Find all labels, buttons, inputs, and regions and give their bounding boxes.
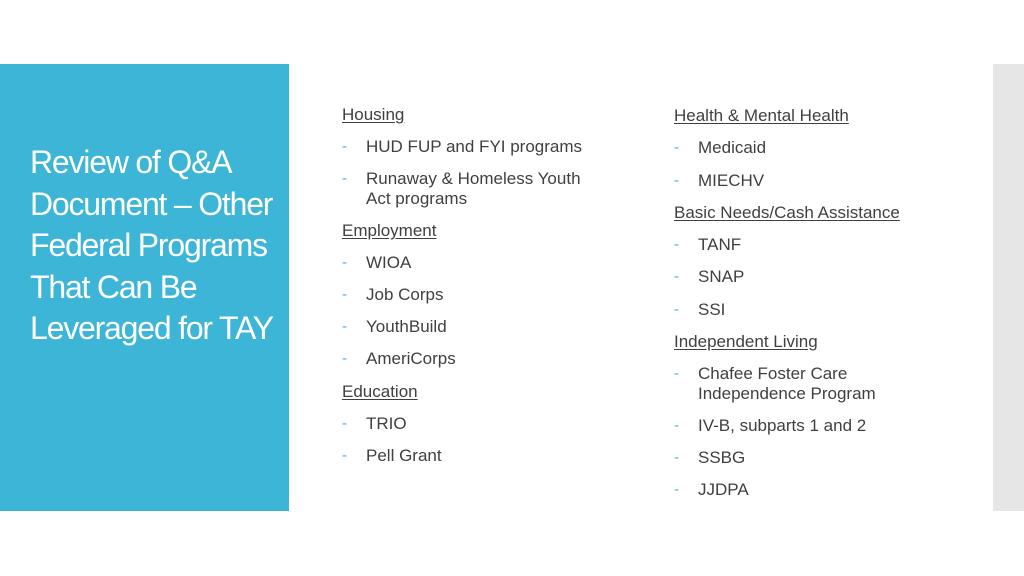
program-item-jjdpa — [674, 480, 749, 500]
dash-bullet-icon: - — [674, 236, 679, 253]
program-item-wioa — [342, 253, 411, 273]
program-item-text: TANF — [698, 235, 742, 254]
right-side-bar — [993, 64, 1024, 511]
program-item-text: WIOA — [366, 253, 412, 272]
program-item-iv-b-subparts-1-and-2 — [674, 416, 866, 436]
program-item-trio — [342, 414, 407, 434]
dash-bullet-icon: - — [674, 481, 679, 498]
program-item-miechv — [674, 171, 764, 191]
program-item-snap — [674, 267, 744, 287]
program-item-text: AmeriCorps — [366, 349, 456, 368]
program-item-job-corps — [342, 285, 443, 305]
dash-bullet-icon: - — [674, 417, 679, 434]
dash-bullet-icon: - — [342, 318, 347, 335]
dash-bullet-icon: - — [342, 350, 347, 367]
program-item-pell-grant — [342, 446, 442, 466]
dash-bullet-icon: - — [342, 286, 347, 303]
category-heading-housing: Housing — [342, 105, 405, 124]
program-item-text: MIECHV — [698, 171, 765, 190]
dash-bullet-icon: - — [342, 138, 347, 155]
program-item-text: Independence Program — [698, 384, 876, 403]
dash-bullet-icon: - — [342, 254, 347, 271]
program-item-text: SNAP — [698, 267, 745, 286]
program-item-text: SSI — [698, 300, 726, 319]
dash-bullet-icon: - — [342, 170, 347, 187]
category-heading-employment: Employment — [342, 221, 437, 240]
program-item-ssbg — [674, 448, 745, 468]
category-heading-basic-needs-cash-assistance: Basic Needs/Cash Assistance — [674, 203, 900, 222]
dash-bullet-icon: - — [674, 449, 679, 466]
program-item-text: SSBG — [698, 448, 746, 467]
dash-bullet-icon: - — [674, 301, 679, 318]
program-item-text: Chafee Foster Care — [698, 364, 848, 383]
program-item-text: TRIO — [366, 414, 407, 433]
program-item-text: Job Corps — [366, 285, 444, 304]
program-item-hud-fup-and-fyi-programs — [342, 137, 582, 157]
dash-bullet-icon: - — [342, 447, 347, 464]
program-item-text: Pell Grant — [366, 446, 442, 465]
program-item-tanf — [674, 235, 741, 255]
program-item-text: Runaway & Homeless Youth — [366, 169, 581, 188]
program-item-text: JJDPA — [698, 480, 749, 499]
program-item-chafee-foster-care-independence-program — [674, 364, 876, 404]
category-heading-independent-living: Independent Living — [674, 332, 818, 351]
slide-title: Review of Q&A Document – Other Federal Programs That Can Be Leveraged for TAY — [30, 144, 273, 346]
category-heading-health-and-mental-health: Health & Mental Health — [674, 106, 849, 125]
program-item-youthbuild — [342, 317, 447, 337]
program-item-medicaid — [674, 138, 766, 158]
dash-bullet-icon: - — [342, 415, 347, 432]
dash-bullet-icon: - — [674, 139, 679, 156]
program-item-text: Act programs — [366, 189, 468, 208]
program-item-text: HUD FUP and FYI programs — [366, 137, 583, 156]
dash-bullet-icon: - — [674, 268, 679, 285]
program-item-ssi — [674, 300, 725, 320]
program-item-text: IV-B, subparts 1 and 2 — [698, 416, 867, 435]
dash-bullet-icon: - — [674, 172, 679, 189]
program-item-runaway-and-homeless-youth-act-programs — [342, 169, 581, 209]
program-item-americorps — [342, 349, 456, 369]
category-heading-education: Education — [342, 382, 418, 401]
dash-bullet-icon: - — [674, 365, 679, 382]
program-item-text: YouthBuild — [366, 317, 447, 336]
program-item-text: Medicaid — [698, 138, 767, 157]
